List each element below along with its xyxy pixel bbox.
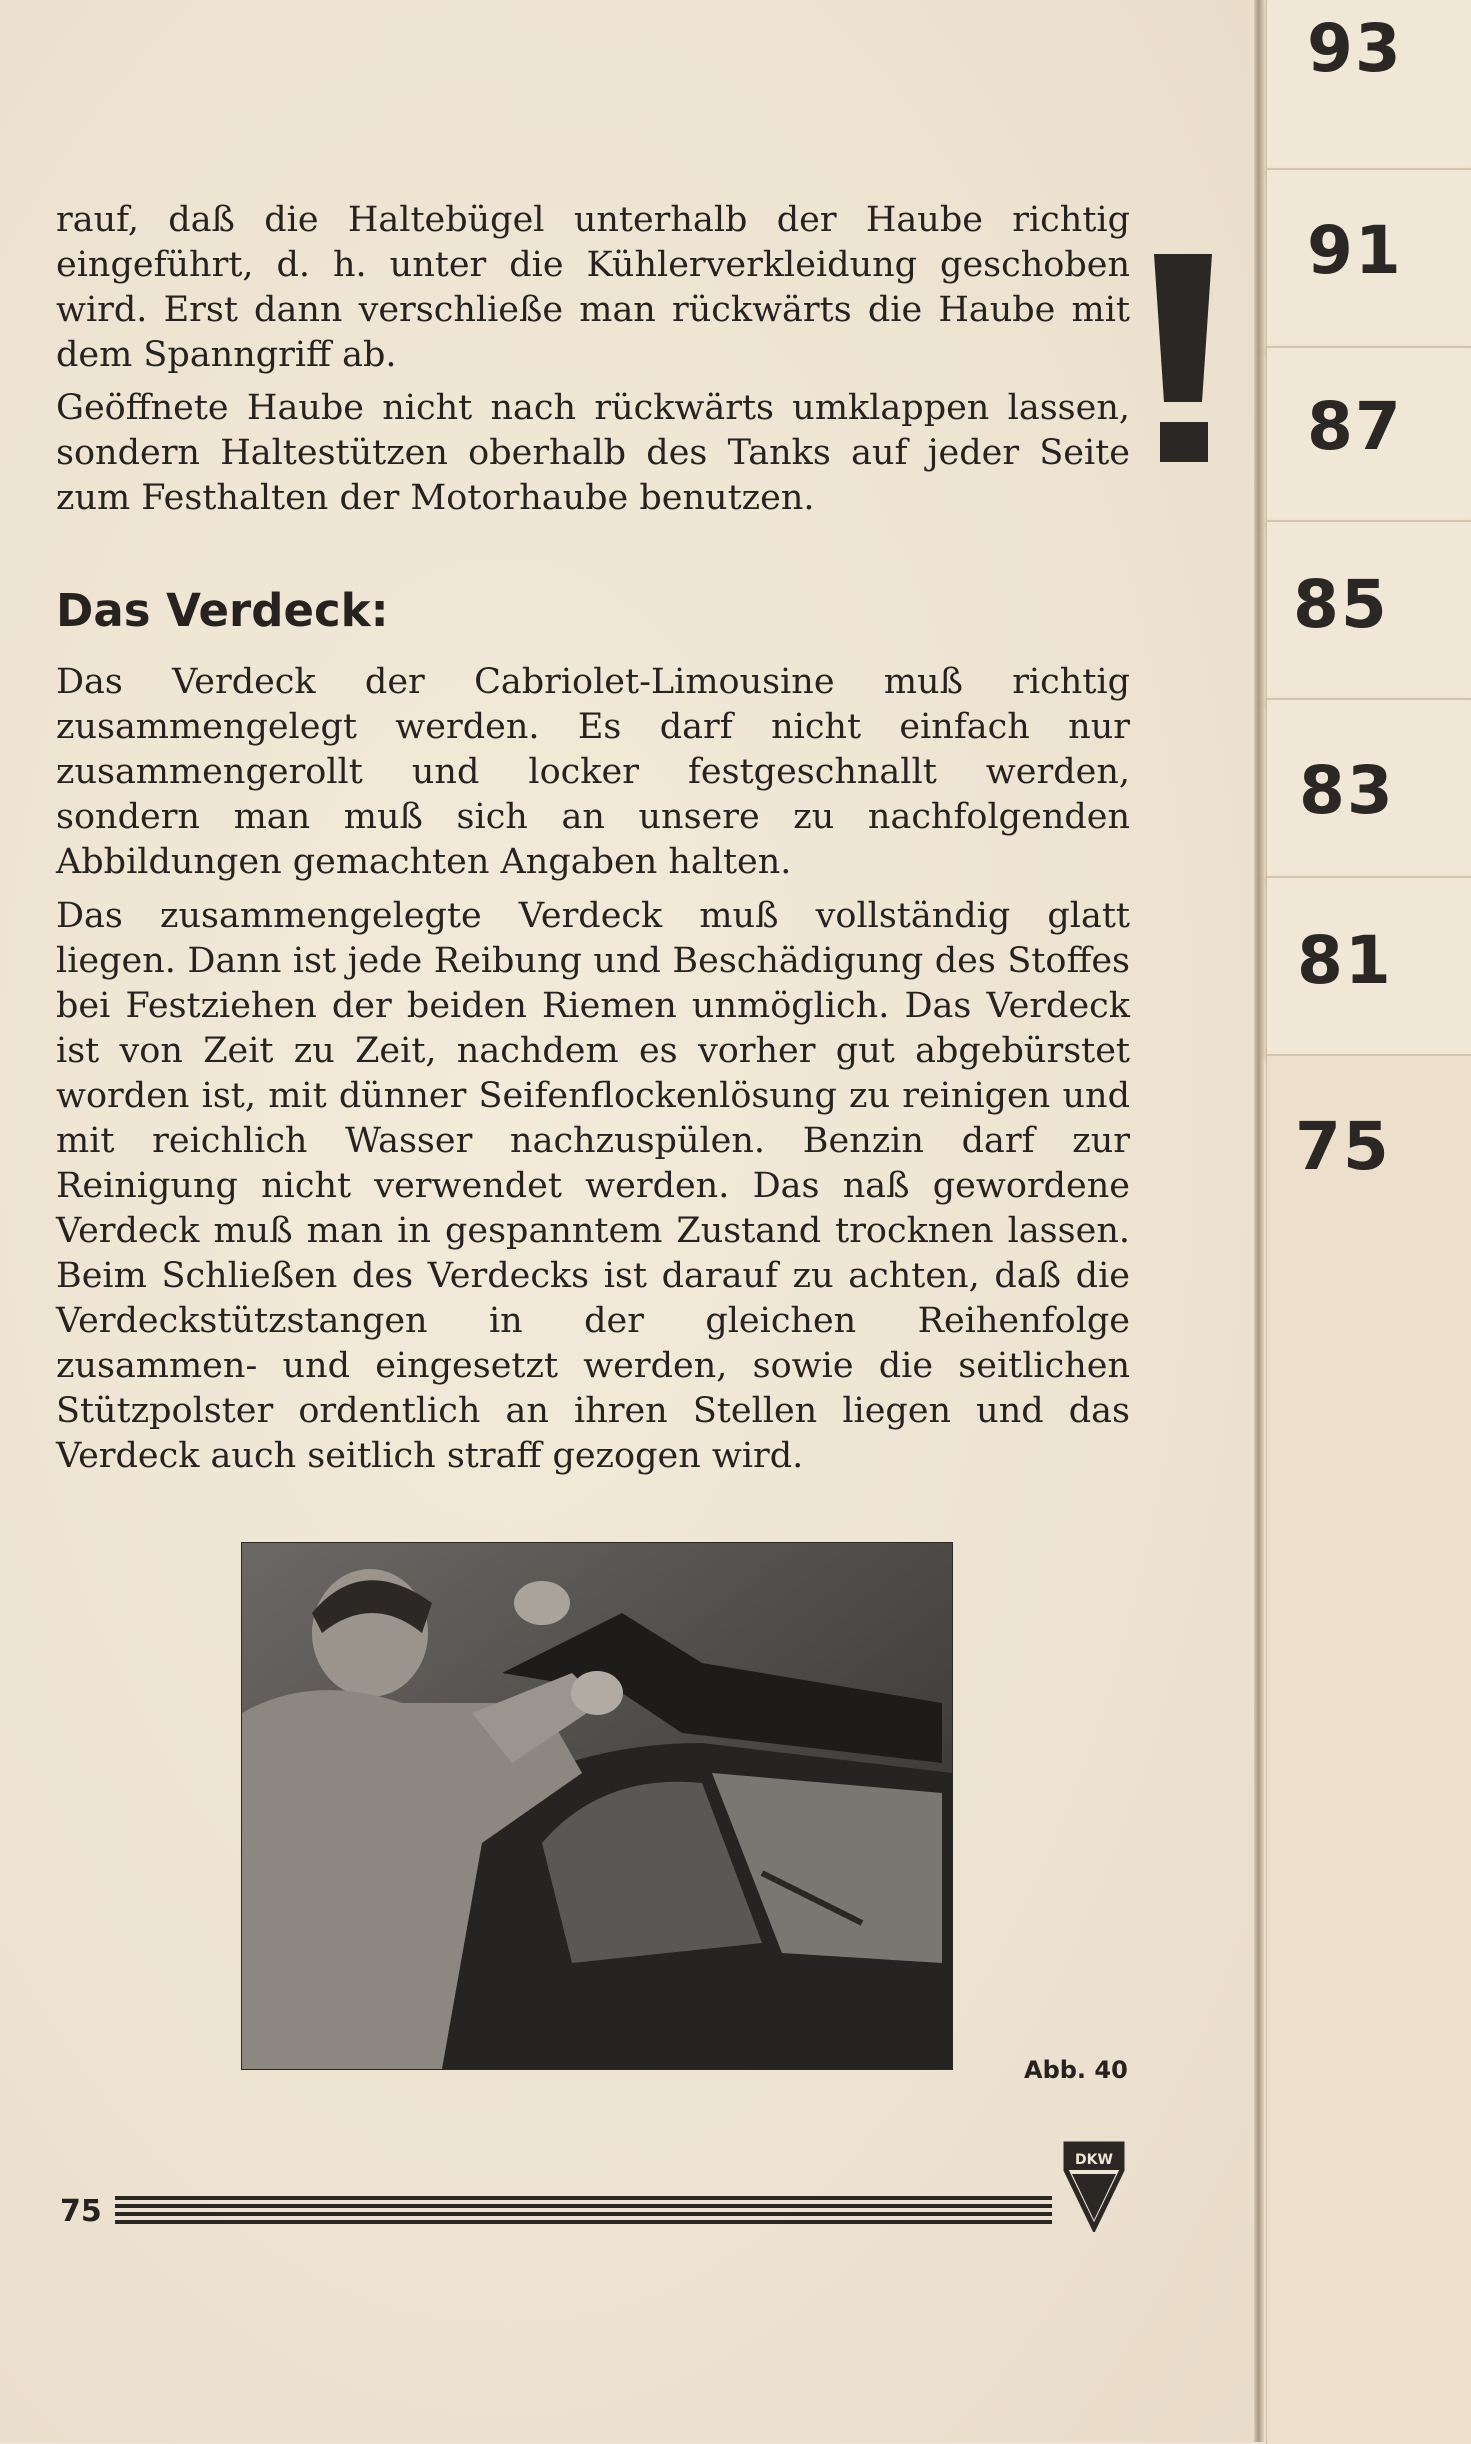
thumb-tab-label: 91 [1307, 212, 1403, 289]
intro-paragraph-2: Geöffnete Haube nicht nach rückwärts umklappen lassen, sondern Haltestützen oberhalb des Tanks auf jeder Seite zum Festhalten der Motorhaube benutzen. [56, 388, 1130, 518]
thumb-tab-label: 81 [1297, 922, 1393, 999]
thumb-tab-81[interactable] [1266, 876, 1471, 1057]
exclamation-icon [1152, 254, 1214, 464]
thumb-tab-label: 93 [1307, 10, 1403, 87]
thumb-tab-label: 87 [1307, 388, 1403, 465]
thumb-tab-label: 83 [1299, 752, 1395, 829]
thumb-tab-75[interactable] [1266, 1054, 1471, 2444]
page-number: 75 [60, 2194, 102, 2229]
paragraph-2: Das zusammengelegte Verdeck muß vollständig glatt liegen. Dann ist jede Reibung und Beschädigung des Stoffes bei Festziehen der beiden Riemen unmöglich. Das Verdeck ist von Zeit zu Zeit, nachdem es vorher gut abgebürstet worden ist, mit dünner Seifenflockenlösung zu reinigen und mit reichlich Wasser nachzuspülen. Benzin darf zur Reinigung nicht verwendet werden. Das naß gewordene Verdeck muß man in gespanntem Zustand trocknen lassen. Beim Schließen des Verdecks ist darauf zu achten, daß die Verdeckstützstangen in der gleichen Reihenfolge zusammen- und eingesetzt werden, sowie die seitlichen Stützpolster ordentlich an ihren Stellen liegen und das Verdeck auch seitlich straff gezogen wird. [56, 896, 1130, 1476]
figure-caption: Abb. 40 [1024, 2056, 1128, 2084]
section-heading: Das Verdeck: [56, 584, 389, 637]
footer-rule [115, 2204, 1052, 2208]
figure-photo [241, 1542, 953, 2070]
thumb-tab-93[interactable] [1266, 0, 1471, 171]
thumb-tab-85[interactable] [1266, 520, 1471, 701]
thumb-tab-label: 75 [1295, 1108, 1391, 1185]
footer-rule [115, 2212, 1052, 2216]
page-edge [1254, 0, 1264, 2442]
dkw-logo [1062, 2140, 1126, 2232]
thumb-tab-91[interactable] [1266, 168, 1471, 349]
paragraph-1: Das Verdeck der Cabriolet-Limousine muß richtig zusammengelegt werden. Es darf nicht einfach nur zusammengerollt und locker festgeschnallt werden, sondern man muß sich an unsere zu nachfolgenden Abbildungen gemachten Angaben halten. [56, 662, 1130, 882]
footer-rule [115, 2196, 1052, 2200]
thumb-tab-83[interactable] [1266, 698, 1471, 879]
intro-paragraph-1: rauf, daß die Haltebügel unterhalb der Haube richtig eingeführt, d. h. unter die Kühlerverkleidung geschoben wird. Erst dann verschließe man rückwärts die Haube mit dem Spanngriff ab. [56, 200, 1130, 375]
thumb-tab-label: 85 [1293, 566, 1389, 643]
thumb-tab-87[interactable] [1266, 346, 1471, 523]
footer-rule [115, 2220, 1052, 2224]
logo-text: DKW [1075, 2152, 1113, 2168]
